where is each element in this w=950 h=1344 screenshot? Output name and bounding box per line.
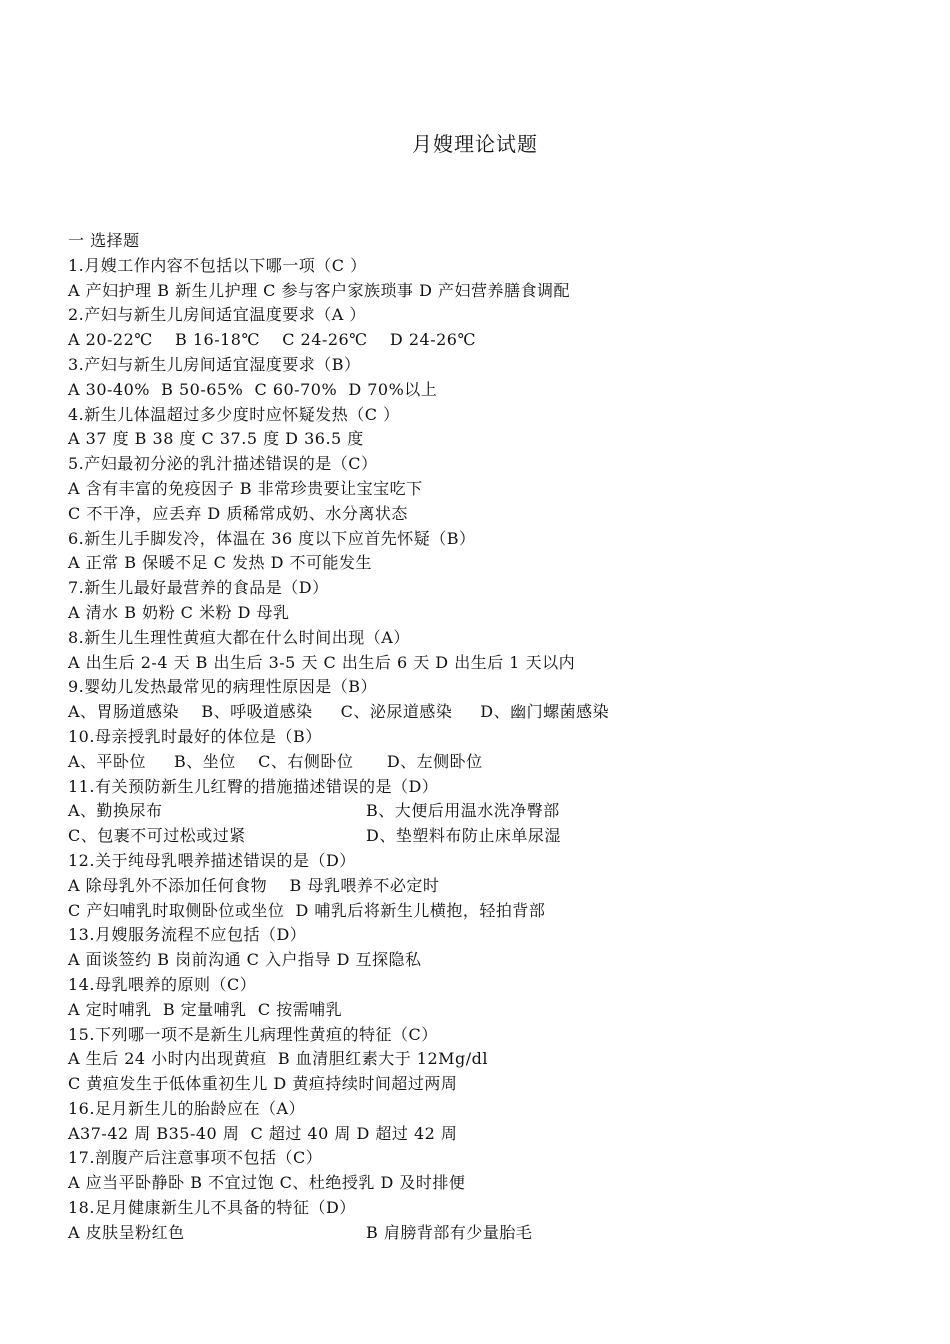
question-3-options: A 30-40% B 50-65% C 60-70% D 70%以上 [68, 379, 438, 399]
question-17-options: A 应当平卧静卧 B 不宜过饱 C、杜绝授乳 D 及时排便 [68, 1173, 466, 1193]
question-14-options: A 定时哺乳 B 定量哺乳 C 按需哺乳 [68, 999, 343, 1019]
question-10: 10.母亲授乳时最好的体位是（B） [68, 726, 322, 746]
question-8: 8.新生儿生理性黄疸大都在什么时间出现（A） [68, 627, 410, 647]
question-6-options: A 正常 B 保暖不足 C 发热 D 不可能发生 [68, 553, 372, 573]
section-heading: 一 选择题 [68, 231, 140, 250]
question-4: 4.新生儿体温超过多少度时应怀疑发热（C ） [68, 404, 400, 424]
question-18: 18.足月健康新生儿不具备的特征（D） [68, 1198, 356, 1218]
question-7: 7.新生儿最好最营养的食品是（D） [68, 578, 329, 598]
question-6: 6.新生儿手脚发冷，体温在 36 度以下应首先怀疑（B） [68, 528, 476, 548]
question-11-option-d: D、垫塑料布防止床单尿湿 [366, 826, 561, 846]
question-5: 5.产妇最初分泌的乳汁描述错误的是（C） [68, 454, 378, 474]
question-15-options-2: C 黄疸发生于低体重初生儿 D 黄疸持续时间超过两周 [68, 1074, 458, 1094]
question-11-option-b: B、大便后用温水洗净臀部 [366, 801, 560, 821]
question-12: 12.关于纯母乳喂养描述错误的是（D） [68, 850, 356, 870]
question-14: 14.母乳喂养的原则（C） [68, 974, 257, 994]
question-list [68, 229, 928, 1246]
question-8-options: A 出生后 2-4 天 B 出生后 3-5 天 C 出生后 6 天 D 出生后 1 天以内 [68, 652, 576, 672]
question-16-options: A37-42 周 B35-40 周 C 超过 40 周 D 超过 42 周 [68, 1123, 458, 1143]
question-18-options-row [68, 1221, 928, 1246]
question-7-options: A 清水 B 奶粉 C 米粉 D 母乳 [68, 602, 290, 622]
question-5-options-2: C 不干净，应丢弃 D 质稀常成奶、水分离状态 [68, 503, 408, 523]
question-11: 11.有关预防新生儿红臀的措施描述错误的是（D） [68, 776, 439, 796]
question-12-options-1: A 除母乳外不添加任何食物 B 母乳喂养不必定时 [68, 875, 440, 895]
question-11-option-c: C、包裹不可过松或过紧 [68, 826, 246, 846]
question-11-option-a: A、勤换尿布 [68, 801, 163, 821]
question-2-options: A 20-22℃ B 16-18℃ C 24-26℃ D 24-26℃ [68, 330, 476, 350]
question-10-options: A、平卧位 B、坐位 C、右侧卧位 D、左侧卧位 [68, 751, 483, 771]
question-9-options: A、胃肠道感染 B、呼吸道感染 C、泌尿道感染 D、幽门螺菌感染 [68, 702, 610, 722]
question-3: 3.产妇与新生儿房间适宜湿度要求（B） [68, 354, 361, 374]
question-12-options-2: C 产妇哺乳时取侧卧位或坐位 D 哺乳后将新生儿横抱，轻拍背部 [68, 900, 546, 920]
question-4-options: A 37 度 B 38 度 C 37.5 度 D 36.5 度 [68, 429, 364, 449]
question-11-options-row-2 [68, 824, 928, 849]
question-5-options-1: A 含有丰富的免疫因子 B 非常珍贵要让宝宝吃下 [68, 478, 423, 498]
question-1-options: A 产妇护理 B 新生儿护理 C 参与客户家族琐事 D 产妇营养膳食调配 [68, 280, 570, 300]
question-13: 13.月嫂服务流程不应包括（D） [68, 925, 307, 945]
question-9: 9.婴幼儿发热最常见的病理性原因是（B） [68, 677, 378, 697]
question-15-options-1: A 生后 24 小时内出现黄疸 B 血清胆红素大于 12Mg/dl [68, 1049, 489, 1069]
question-16: 16.足月新生儿的胎龄应在（A） [68, 1098, 306, 1118]
question-11-options-row-1 [68, 799, 928, 824]
document-title: 月嫂理论试题 [412, 132, 538, 156]
question-17: 17.剖腹产后注意事项不包括（C） [68, 1148, 323, 1168]
question-1: 1.月嫂工作内容不包括以下哪一项（C ） [68, 255, 367, 275]
question-2: 2.产妇与新生儿房间适宜温度要求（A ） [68, 305, 366, 325]
question-18-option-a: A 皮肤呈粉红色 [68, 1222, 185, 1242]
question-18-option-b: B 肩膀背部有少量胎毛 [366, 1222, 533, 1242]
question-13-options: A 面谈签约 B 岗前沟通 C 入户指导 D 互探隐私 [68, 950, 422, 970]
question-15: 15.下列哪一项不是新生儿病理性黄疸的特征（C） [68, 1024, 438, 1044]
